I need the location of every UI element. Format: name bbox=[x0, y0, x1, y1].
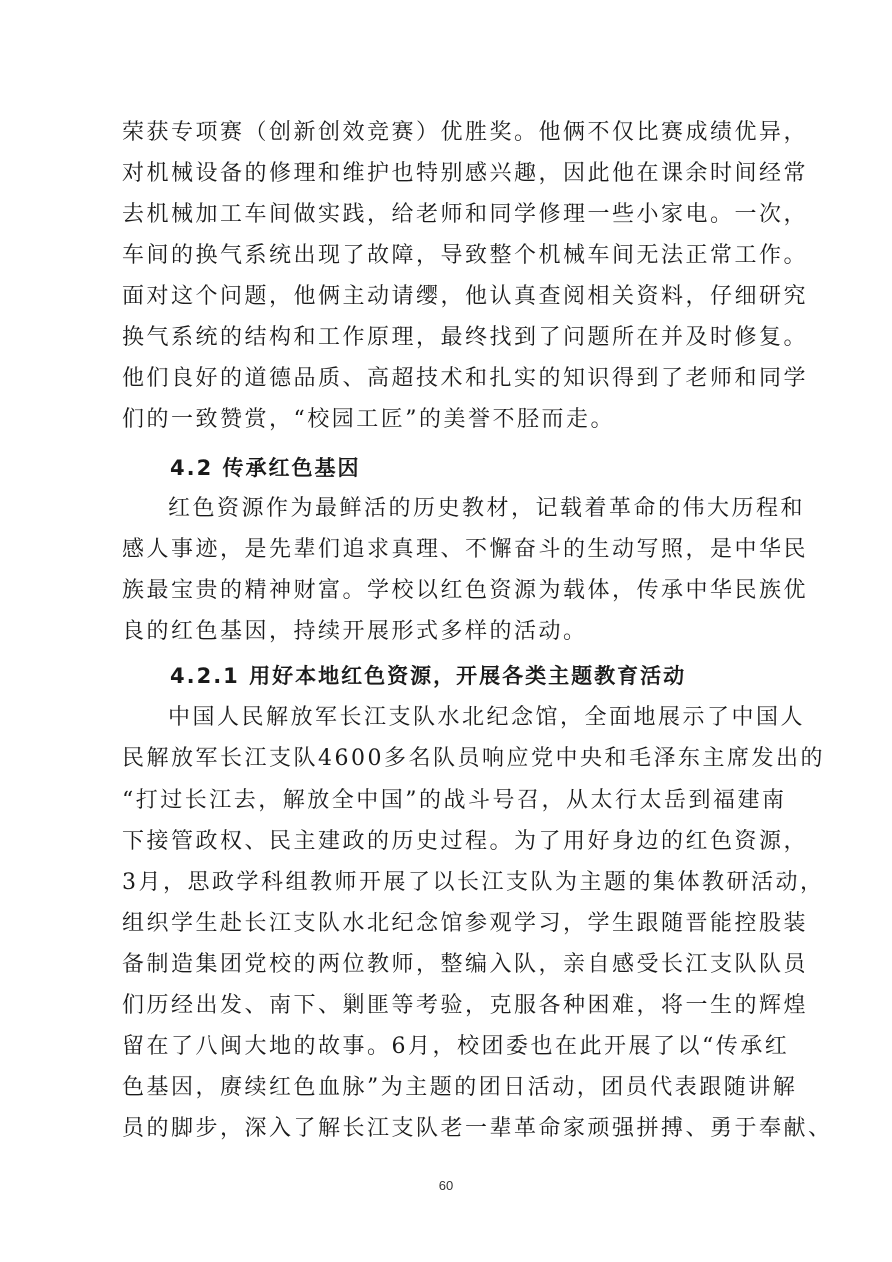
body-text-line: 下接管政权、民主建政的历史过程。为了用好身边的红色资源， bbox=[122, 829, 809, 854]
body-text-line: 荣获专项赛（创新创效竞赛）优胜奖。他俩不仅比赛成绩优异， bbox=[122, 120, 809, 145]
body-text-line: 3月，思政学科组教师开展了以长江支队为主题的集体教研活动， bbox=[122, 870, 825, 895]
body-text-line: “打过长江去，解放全中国”的战斗号召，从太行太岳到福建南 bbox=[122, 788, 787, 813]
body-text-line: 对机械设备的修理和维护也特别感兴趣，因此他在课余时间经常 bbox=[122, 161, 809, 186]
body-text-line: 留在了八闽大地的故事。6月，校团委也在此开展了以“传承红 bbox=[122, 1034, 790, 1059]
body-text-line: 中国人民解放军长江支队水北纪念馆，全面地展示了中国人 bbox=[168, 705, 806, 730]
section-heading-4-2-1: 4.2.1 用好本地红色资源，开展各类主题教育活动 bbox=[170, 664, 687, 688]
body-text-line: 组织学生赴长江支队水北纪念馆参观学习，学生跟随晋能控股装 bbox=[122, 911, 809, 936]
body-text-line: 感人事迹，是先辈们追求真理、不懈奋斗的生动写照，是中华民 bbox=[122, 537, 809, 562]
body-text-line: 色基因，赓续红色血脉”为主题的团日活动，团员代表跟随讲解 bbox=[122, 1075, 798, 1100]
body-text-line: 换气系统的结构和工作原理，最终找到了问题所在并及时修复。 bbox=[122, 325, 809, 350]
body-text-line: 备制造集团党校的两位教师，整编入队，亲自感受长江支队队员 bbox=[122, 952, 809, 977]
body-text-line: 红色资源作为最鲜活的历史教材，记载着革命的伟大历程和 bbox=[168, 496, 806, 521]
section-heading-4-2: 4.2 传承红色基因 bbox=[170, 456, 361, 480]
body-text-line: 们历经出发、南下、剿匪等考验，克服各种困难，将一生的辉煌 bbox=[122, 993, 809, 1018]
page-number: 60 bbox=[438, 1178, 454, 1193]
body-text-line: 他们良好的道德品质、高超技术和扎实的知识得到了老师和同学 bbox=[122, 366, 809, 391]
body-text-line: 良的红色基因，持续开展形式多样的活动。 bbox=[122, 619, 588, 644]
body-text-line: 族最宝贵的精神财富。学校以红色资源为载体，传承中华民族优 bbox=[122, 578, 809, 603]
body-text-line: 员的脚步，深入了解长江支队老一辈革命家顽强拼搏、勇于奉献、 bbox=[122, 1116, 833, 1141]
body-text-line: 去机械加工车间做实践，给老师和同学修理一些小家电。一次， bbox=[122, 202, 809, 227]
body-text-line: 民解放军长江支队4600多名队员响应党中央和毛泽东主席发出的 bbox=[122, 746, 825, 771]
body-text-line: 车间的换气系统出现了故障，导致整个机械车间无法正常工作。 bbox=[122, 243, 809, 268]
body-text-line: 们的一致赞赏，“校园工匠”的美誉不胫而走。 bbox=[122, 407, 615, 432]
body-text-line: 面对这个问题，他俩主动请缨，他认真查阅相关资料，仔细研究 bbox=[122, 284, 809, 309]
